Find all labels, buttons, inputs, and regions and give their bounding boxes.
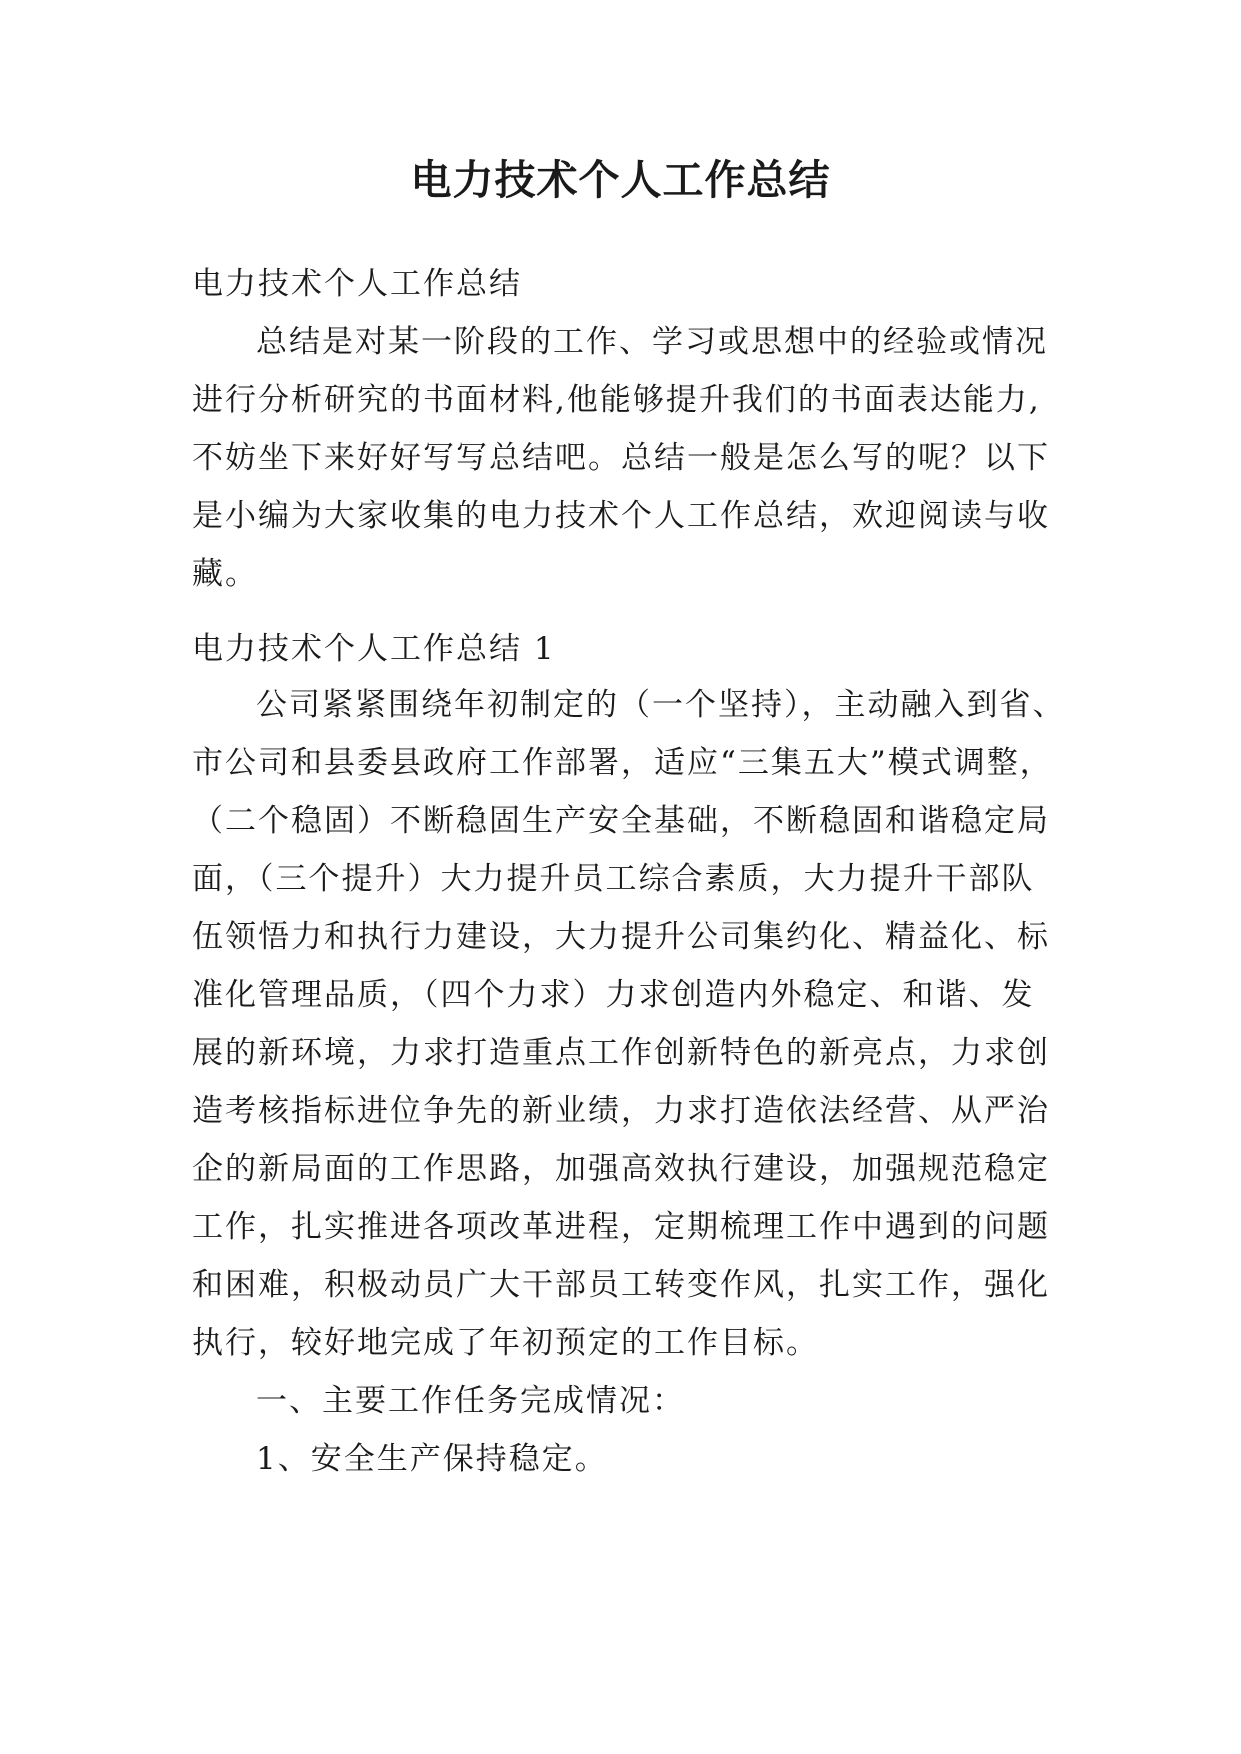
section1-line: 企的新局面的工作思路，加强高效执行建设，加强规范稳定 — [192, 1151, 1050, 1187]
intro-line: 进行分析研究的书面材料,他能够提升我们的书面表达能力, — [192, 382, 1041, 418]
section1-line: 造考核指标进位争先的新业绩，力求打造依法经营、从严治 — [192, 1093, 1050, 1129]
section1-paragraph — [192, 676, 1066, 1488]
section1-line: 工作，扎实推进各项改革进程，定期梳理工作中遇到的问题 — [192, 1209, 1050, 1245]
section1-line: 执行，较好地完成了年初预定的工作目标。 — [192, 1325, 819, 1361]
main-tasks-heading: 一、主要工作任务完成情况： — [256, 1383, 685, 1419]
section1-line: 伍领悟力和执行力建设，大力提升公司集约化、精益化、标 — [192, 919, 1050, 955]
document-title: 电力技术个人工作总结 — [410, 156, 831, 204]
intro-paragraph — [192, 313, 1052, 603]
intro-line: 总结是对某一阶段的工作、学习或思想中的经验或情况 — [256, 324, 1048, 360]
intro-line: 是小编为大家收集的电力技术个人工作总结，欢迎阅读与收 — [192, 498, 1050, 534]
intro-line: 不妨坐下来好好写写总结吧。总结一般是怎么写的呢？以下 — [192, 440, 1050, 476]
item-1-heading: 1、安全生产保持稳定。 — [256, 1441, 608, 1477]
section1-line: 公司紧紧围绕年初制定的（一个坚持），主动融入到省、 — [256, 687, 1066, 723]
document-subtitle — [192, 255, 1052, 313]
section1-line: （二个稳固）不断稳固生产安全基础，不断稳固和谐稳定局 — [192, 803, 1050, 839]
section1-line: 展的新环境，力求打造重点工作创新特色的新亮点，力求创 — [192, 1035, 1050, 1071]
section1-line: 和困难，积极动员广大干部员工转变作风，扎实工作，强化 — [192, 1267, 1050, 1303]
subtitle-line: 电力技术个人工作总结 — [192, 266, 522, 302]
section-heading — [192, 620, 1052, 678]
section-heading-line: 电力技术个人工作总结 1 — [192, 631, 556, 667]
section1-line: 市公司和县委县政府工作部署，适应“三集五大”模式调整， — [192, 745, 1053, 781]
section1-line: 面，（三个提升）大力提升员工综合素质，大力提升干部队 — [192, 861, 1035, 897]
section1-line: 准化管理品质，（四个力求）力求创造内外稳定、和谐、发 — [192, 977, 1035, 1013]
intro-line: 藏。 — [192, 556, 258, 592]
